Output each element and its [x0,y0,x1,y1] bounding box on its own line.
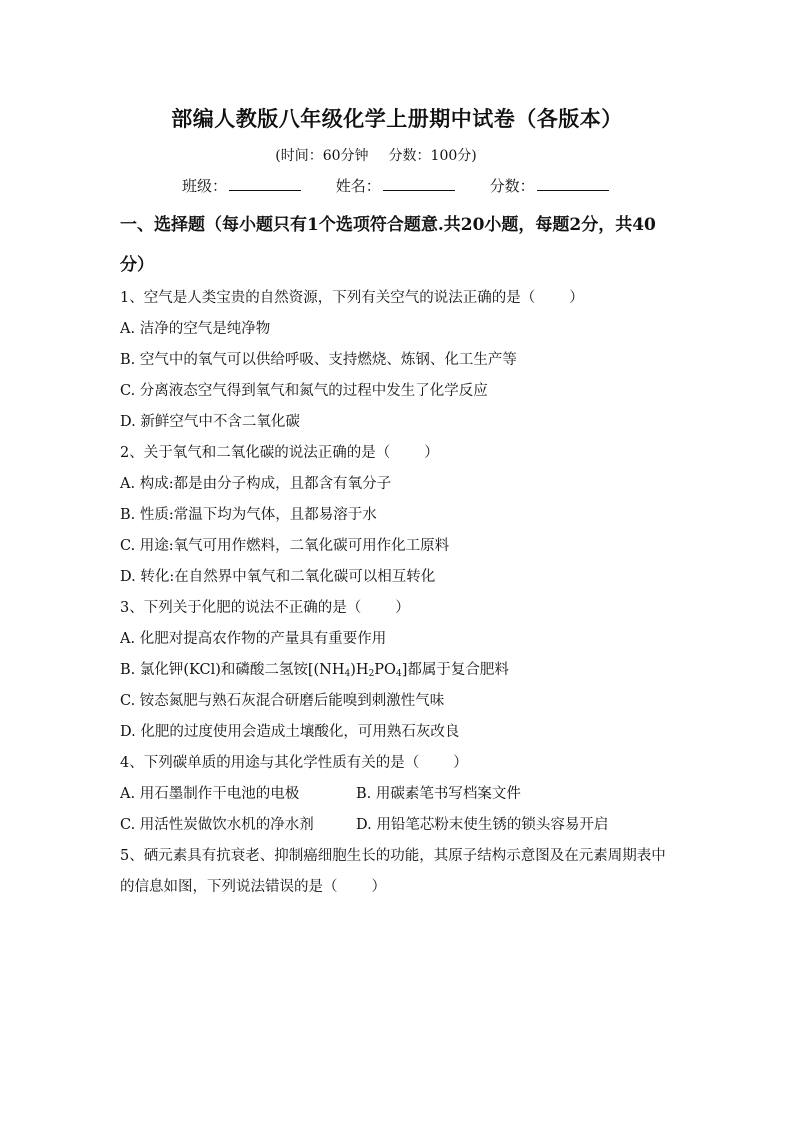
student-info [182,175,609,196]
option-row [120,779,680,810]
option-3a: A. 化肥对提高农作物的产量具有重要作用 [120,631,387,647]
option-3b [120,655,680,686]
question-stem [120,438,680,469]
subscript: 4 [395,669,402,679]
question-list [120,283,680,903]
score-blank[interactable] [537,176,609,191]
name-field [336,175,455,196]
answer-bracket-end: ） [453,755,468,771]
option-3b-text: )H [350,662,369,678]
question-2-stem: 2、关于氧气和二氧化碳的说法正确的是（ [120,445,391,461]
option-3b-text: B. 氯化钾(KCl)和磷酸二氢铵[(NH [120,662,345,678]
option-1d: D. 新鲜空气中不含二氧化碳 [120,414,300,430]
option-3c: C. 铵态氮肥与熟石灰混合研磨后能嗅到刺激性气味 [120,693,445,709]
answer-bracket-end: ） [569,290,584,306]
section-heading: 一、选择题（每小题只有1个选项符合题意.共20小题，每题2分，共40分） [120,215,656,275]
name-label: 姓名： [335,177,381,195]
question-5-stem: 5、硒元素具有抗衰老、抑制癌细胞生长的功能，其原子结构示意图及在元素周期表中的信息如图，下列说法错误的是（ [120,848,666,895]
subscript: 4 [344,669,351,679]
exam-time: (时间：60分钟 [275,148,369,164]
option-row [120,810,680,841]
question-1-stem: 1、空气是人类宝贵的自然资源，下列有关空气的说法正确的是（ [120,290,536,306]
name-blank[interactable] [383,176,455,191]
class-blank[interactable] [229,176,301,191]
option-2c: C. 用途:氧气可用作燃料，二氧化碳可用作化工原料 [120,538,450,554]
page-title: 部编人教版八年级化学上册期中试卷（各版本） [171,106,623,131]
score-field [490,175,609,196]
class-field [182,175,301,196]
option-2b: B. 性质:常温下均为气体，且都易溶于水 [120,507,377,523]
option-1c: C. 分离液态空气得到氧气和氮气的过程中发生了化学反应 [120,383,488,399]
option-4d: D. 用铅笔芯粉末使生锈的锁头容易开启 [356,817,609,833]
class-label: 班级： [182,177,228,195]
subscript: 2 [368,669,375,679]
question-stem [120,748,680,779]
option-2a: A. 构成:都是由分子构成，且都含有氧分子 [120,476,392,492]
answer-bracket-end: ） [371,879,386,895]
exam-meta [0,145,752,165]
question-stem [120,593,680,624]
question-stem [120,283,680,314]
option-1a: A. 洁净的空气是纯净物 [120,321,271,337]
exam-total-score: 分数：100分) [388,148,477,164]
option-4a: A. 用石墨制作干电池的电极 [120,786,300,802]
option-3b-text: PO [374,662,396,678]
question-stem [120,841,680,903]
option-1b: B. 空气中的氧气可以供给呼吸、支持燃烧、炼钢、化工生产等 [120,352,517,368]
option-3d: D. 化肥的过度使用会造成土壤酸化，可用熟石灰改良 [120,724,460,740]
question-4-stem: 4、下列碳单质的用途与其化学性质有关的是（ [120,755,420,771]
option-3b-text: ]都属于复合肥料 [401,662,509,678]
answer-bracket-end: ） [424,445,439,461]
answer-bracket-end: ） [395,600,410,616]
option-2d: D. 转化:在自然界中氧气和二氧化碳可以相互转化 [120,569,436,585]
option-4b: B. 用碳素笔书写档案文件 [356,786,521,802]
score-label: 分数： [489,177,535,195]
option-4c: C. 用活性炭做饮水机的净水剂 [120,817,314,833]
question-3-stem: 3、下列关于化肥的说法不正确的是（ [120,600,362,616]
